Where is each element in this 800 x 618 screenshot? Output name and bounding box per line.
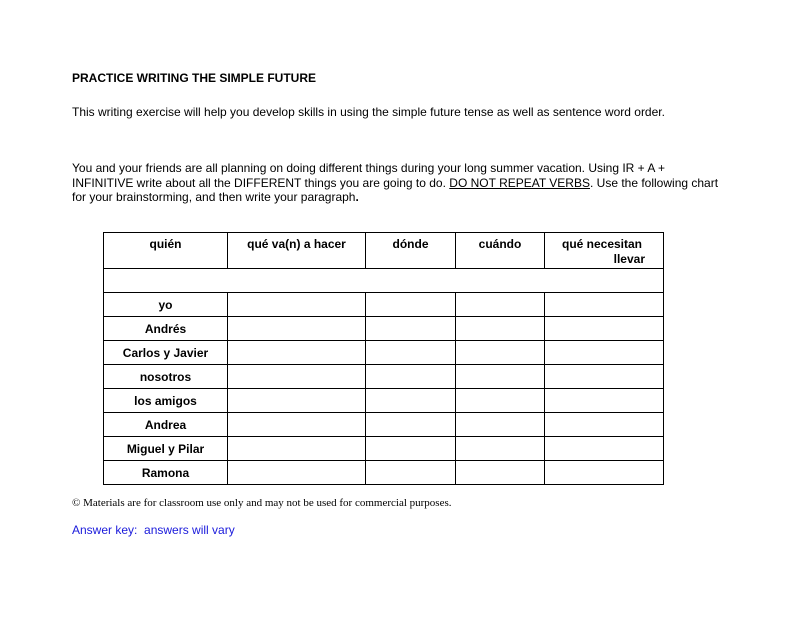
answer-cell[interactable] <box>456 437 545 461</box>
blank-cell[interactable] <box>104 269 664 293</box>
instructions-underlined: DO NOT REPEAT VERBS <box>449 175 590 190</box>
table-header-row <box>104 233 664 269</box>
answer-cell[interactable] <box>228 437 366 461</box>
answer-cell[interactable] <box>545 365 664 389</box>
table-blank-row <box>104 269 664 293</box>
answer-cell[interactable] <box>456 365 545 389</box>
row-person-label: Ramona <box>104 461 228 485</box>
answer-cell[interactable] <box>228 461 366 485</box>
row-person-label: los amigos <box>104 389 228 413</box>
table-row <box>104 317 664 341</box>
table-row <box>104 293 664 317</box>
row-person-label: Carlos y Javier <box>104 341 228 365</box>
header-que-hacer: qué va(n) a hacer <box>228 233 366 269</box>
answer-cell[interactable] <box>456 413 545 437</box>
header-donde: dónde <box>366 233 456 269</box>
table-row <box>104 365 664 389</box>
answer-cell[interactable] <box>456 293 545 317</box>
answer-cell[interactable] <box>366 389 456 413</box>
answer-cell[interactable] <box>456 461 545 485</box>
answer-cell[interactable] <box>545 437 664 461</box>
answer-key <box>72 523 235 537</box>
answer-cell[interactable] <box>456 341 545 365</box>
answer-cell[interactable] <box>228 413 366 437</box>
answer-cell[interactable] <box>545 317 664 341</box>
answer-cell[interactable] <box>545 413 664 437</box>
table-row <box>104 389 664 413</box>
instructions-end: . <box>355 190 359 204</box>
answer-cell[interactable] <box>545 389 664 413</box>
instructions-part1: You and your friends are all planning on doing different things during your long summer vacation. Using IR + A + INFINITIVE write about all the DIFFERENT things you are going to do. <box>72 161 666 190</box>
answer-cell[interactable] <box>228 293 366 317</box>
answer-cell[interactable] <box>545 293 664 317</box>
copyright-notice: © Materials are for classroom use only and may not be used for commercial purposes. <box>72 497 452 509</box>
answer-cell[interactable] <box>228 317 366 341</box>
header-cuando: cuándo <box>456 233 545 269</box>
header-quien: quién <box>104 233 228 269</box>
answer-cell[interactable] <box>366 365 456 389</box>
table-row <box>104 461 664 485</box>
table-row <box>104 341 664 365</box>
answer-cell[interactable] <box>366 341 456 365</box>
row-person-label: Miguel y Pilar <box>104 437 228 461</box>
row-person-label: nosotros <box>104 365 228 389</box>
answer-cell[interactable] <box>228 365 366 389</box>
row-person-label: Andrea <box>104 413 228 437</box>
answer-cell[interactable] <box>366 317 456 341</box>
instructions-text <box>72 161 722 205</box>
brainstorm-table <box>103 232 664 485</box>
answer-cell[interactable] <box>366 461 456 485</box>
header-que-llevar-line2: llevar <box>613 251 645 266</box>
table-row <box>104 437 664 461</box>
answer-cell[interactable] <box>228 389 366 413</box>
answer-cell[interactable] <box>366 437 456 461</box>
instructions-part2: . Use the following chart for your brainstorming, and then write your paragraph <box>72 175 719 204</box>
answer-cell[interactable] <box>366 293 456 317</box>
answer-cell[interactable] <box>545 461 664 485</box>
answer-cell[interactable] <box>228 341 366 365</box>
row-person-label: yo <box>104 293 228 317</box>
answer-key-label: Answer key: <box>72 523 138 537</box>
answer-cell[interactable] <box>366 413 456 437</box>
answer-cell[interactable] <box>545 341 664 365</box>
page-title: PRACTICE WRITING THE SIMPLE FUTURE <box>72 71 316 85</box>
table-row <box>104 413 664 437</box>
answer-cell[interactable] <box>456 389 545 413</box>
intro-text: This writing exercise will help you develop skills in using the simple future tense as well as sentence word order. <box>72 105 665 119</box>
header-que-llevar <box>545 233 664 269</box>
answer-key-value: answers will vary <box>144 523 235 537</box>
header-que-llevar-line1: qué necesitan <box>561 237 643 251</box>
answer-cell[interactable] <box>456 317 545 341</box>
row-person-label: Andrés <box>104 317 228 341</box>
